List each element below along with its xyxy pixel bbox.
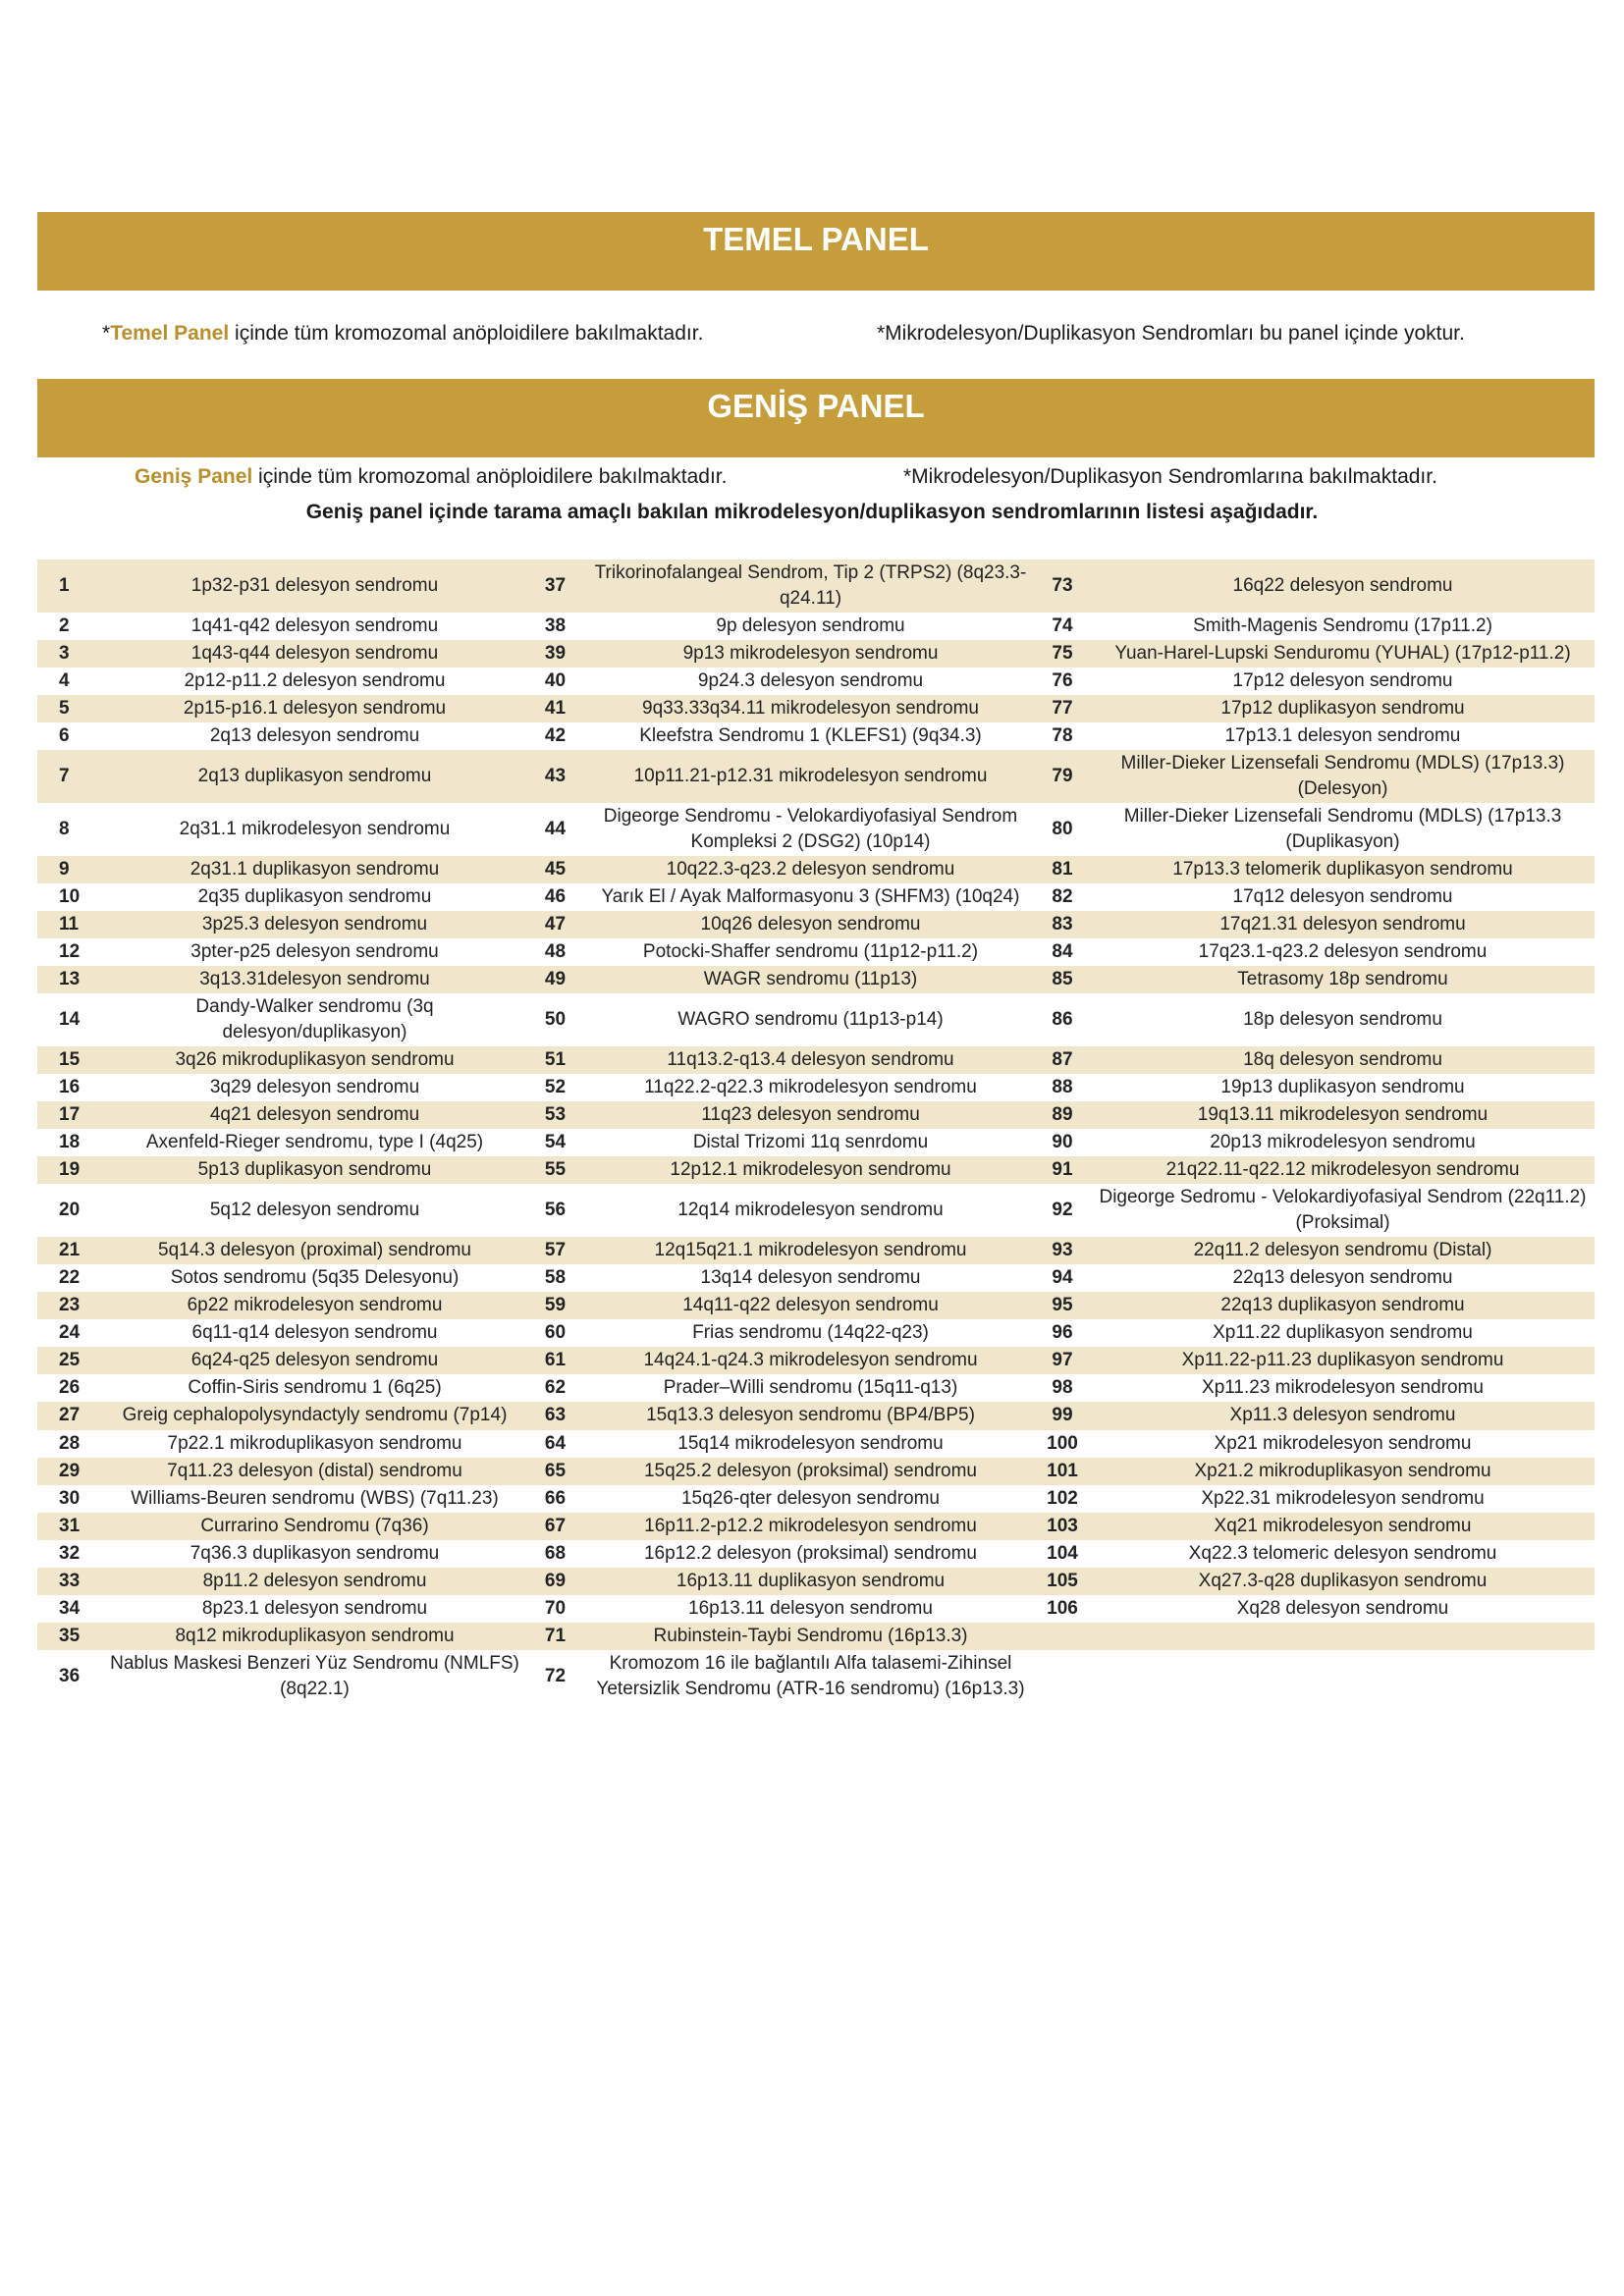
- table-row: [37, 667, 1595, 695]
- syndrome-number: 8: [59, 819, 70, 840]
- syndrome-name: Yuan-Harel-Lupski Senduromu (YUHAL) (17p12-p11.2): [1091, 640, 1595, 667]
- syndrome-name: 19q13.11 mikrodelesyon sendromu: [1091, 1101, 1595, 1129]
- syndrome-name: 15q14 mikrodelesyon sendromu: [677, 1432, 944, 1454]
- syndrome-name: Miller-Dieker Lizensefali Sendromu (MDLS) (17p13.3 (Duplikasyon): [1123, 806, 1562, 853]
- syndrome-number: 23: [37, 1292, 106, 1319]
- table-row: [37, 1347, 1595, 1374]
- syndrome-number: 30: [59, 1487, 81, 1509]
- syndrome-number: 84: [1052, 941, 1073, 963]
- syndrome-number: 9: [37, 856, 106, 883]
- syndrome-name: Potocki-Shaffer sendromu (11p12-p11.2): [642, 941, 979, 963]
- syndrome-name: 22q13 delesyon sendromu: [1232, 1267, 1453, 1289]
- syndrome-name: Axenfeld-Rieger sendromu, type I (4q25): [145, 1132, 484, 1153]
- syndrome-number: 65: [523, 1458, 587, 1485]
- syndrome-number: 70: [544, 1597, 567, 1619]
- syndrome-number: 24: [59, 1322, 81, 1344]
- syndrome-name: Xp22.31 mikrodelesyon sendromu: [1201, 1487, 1485, 1509]
- syndrome-name: 21q22.11-q22.12 mikrodelesyon sendromu: [1091, 1156, 1595, 1184]
- syndrome-number: 56: [544, 1200, 567, 1221]
- syndrome-number: 73: [1034, 560, 1091, 613]
- syndrome-number: 60: [544, 1322, 567, 1344]
- syndrome-name: Digeorge Sendromu - Velokardiyofasiyal Sendrom Kompleksi 2 (DSG2) (10p14): [603, 806, 1018, 853]
- syndrome-name: 22q11.2 delesyon sendromu (Distal): [1091, 1237, 1595, 1264]
- syndrome-name: 17q23.1-q23.2 delesyon sendromu: [1198, 941, 1488, 963]
- syndrome-number: 57: [523, 1237, 587, 1264]
- table-row: [37, 1430, 1595, 1458]
- syndrome-name: Xp11.3 delesyon sendromu: [1091, 1402, 1595, 1429]
- temel-panel-header: [37, 212, 1595, 291]
- temel-panel-title: TEMEL PANEL: [703, 221, 929, 257]
- syndrome-name: Currarino Sendromu (7q36): [106, 1513, 523, 1540]
- table-row: [37, 1458, 1595, 1485]
- syndrome-number: 66: [544, 1487, 567, 1509]
- syndrome-name: 17p12 delesyon sendromu: [1232, 670, 1453, 692]
- syndrome-number: 59: [523, 1292, 587, 1319]
- syndrome-name: Kleefstra Sendromu 1 (KLEFS1) (9q34.3): [639, 725, 982, 747]
- table-row: [37, 993, 1595, 1046]
- syndrome-number: 106: [1047, 1597, 1078, 1619]
- syndrome-number: 61: [523, 1347, 587, 1374]
- syndrome-number: 78: [1052, 725, 1073, 747]
- syndrome-number: 86: [1052, 1009, 1073, 1031]
- syndrome-name: Rubinstein-Taybi Sendromu (16p13.3): [587, 1623, 1034, 1650]
- syndrome-name: 16p13.11 delesyon sendromu: [688, 1597, 933, 1619]
- syndrome-name: [1091, 1650, 1595, 1703]
- table-row: [37, 911, 1595, 938]
- syndrome-number: 34: [59, 1597, 81, 1619]
- table-row: [37, 1568, 1595, 1595]
- table-row: [37, 722, 1595, 750]
- syndrome-number: 99: [1034, 1402, 1091, 1429]
- syndrome-number: 15: [37, 1046, 106, 1074]
- table-row: [37, 1292, 1595, 1319]
- syndrome-name: 8q12 mikroduplikasyon sendromu: [106, 1623, 523, 1650]
- syndrome-name: Williams-Beuren sendromu (WBS) (7q11.23): [131, 1487, 499, 1509]
- syndrome-number: 87: [1034, 1046, 1091, 1074]
- genis-panel-note-right: *Mikrodelesyon/Duplikasyon Sendromlarına bakılmaktadır.: [903, 465, 1437, 488]
- syndrome-name: Dandy-Walker sendromu (3q delesyon/duplikasyon): [195, 996, 434, 1043]
- syndrome-number: 72: [544, 1665, 567, 1686]
- syndrome-number: 81: [1034, 856, 1091, 883]
- syndrome-name: Xq28 delesyon sendromu: [1236, 1597, 1449, 1619]
- syndrome-name: 16p11.2-p12.2 mikrodelesyon sendromu: [587, 1513, 1034, 1540]
- syndrome-number: 39: [523, 640, 587, 667]
- syndrome-name: 15q25.2 delesyon (proksimal) sendromu: [587, 1458, 1034, 1485]
- syndrome-name: Xq22.3 telomeric delesyon sendromu: [1188, 1542, 1497, 1564]
- syndrome-name: 10q26 delesyon sendromu: [587, 911, 1034, 938]
- syndrome-name: 2q31.1 duplikasyon sendromu: [106, 856, 523, 883]
- syndrome-name: 9q33.33q34.11 mikrodelesyon sendromu: [587, 695, 1034, 722]
- syndrome-number: 4: [59, 670, 70, 692]
- syndrome-name: Yarık El / Ayak Malformasyonu 3 (SHFM3) (10q24): [601, 886, 1020, 908]
- syndrome-name: WAGR sendromu (11p13): [587, 966, 1034, 993]
- syndrome-number: 63: [523, 1402, 587, 1429]
- syndrome-table: [37, 560, 1595, 1703]
- syndrome-name: Sotos sendromu (5q35 Delesyonu): [170, 1267, 460, 1289]
- syndrome-number: 17: [37, 1101, 106, 1129]
- syndrome-number: 16: [59, 1077, 81, 1098]
- syndrome-name: 2q13 delesyon sendromu: [209, 725, 420, 747]
- syndrome-number: 75: [1034, 640, 1091, 667]
- syndrome-name: 2q35 duplikasyon sendromu: [197, 886, 432, 908]
- syndrome-number: 12: [59, 941, 81, 963]
- syndrome-number: 82: [1052, 886, 1073, 908]
- syndrome-name: 16q22 delesyon sendromu: [1091, 560, 1595, 613]
- syndrome-number: 69: [523, 1568, 587, 1595]
- table-row: [37, 856, 1595, 883]
- syndrome-name: Xp11.22 duplikasyon sendromu: [1213, 1322, 1473, 1344]
- syndrome-number: 2: [59, 615, 70, 637]
- syndrome-name: 11q22.2-q22.3 mikrodelesyon sendromu: [644, 1077, 977, 1098]
- temel-panel-highlight: Temel Panel: [110, 322, 230, 345]
- syndrome-number: 31: [37, 1513, 106, 1540]
- syndrome-number: 49: [523, 966, 587, 993]
- syndrome-name: 12q15q21.1 mikrodelesyon sendromu: [587, 1237, 1034, 1264]
- syndrome-number: 1: [37, 560, 106, 613]
- syndrome-number: 51: [523, 1046, 587, 1074]
- syndrome-number: 95: [1034, 1292, 1091, 1319]
- table-row: [37, 640, 1595, 667]
- temel-panel-note-left: *Temel Panel içinde tüm kromozomal anöploidilere bakılmaktadır.: [102, 322, 704, 345]
- table-row: [37, 613, 1595, 640]
- syndrome-name: Xp21.2 mikroduplikasyon sendromu: [1091, 1458, 1595, 1485]
- syndrome-name: 8p23.1 delesyon sendromu: [201, 1597, 428, 1619]
- table-row: [37, 1513, 1595, 1540]
- syndrome-name: 22q13 duplikasyon sendromu: [1091, 1292, 1595, 1319]
- syndrome-number: 42: [544, 725, 567, 747]
- syndrome-name: 6q24-q25 delesyon sendromu: [106, 1347, 523, 1374]
- table-row: [37, 1101, 1595, 1129]
- syndrome-number: 48: [544, 941, 567, 963]
- syndrome-name: 2p15-p16.1 delesyon sendromu: [106, 695, 523, 722]
- syndrome-name: 3p25.3 delesyon sendromu: [106, 911, 523, 938]
- syndrome-name: 12p12.1 mikrodelesyon sendromu: [587, 1156, 1034, 1184]
- table-row: [37, 1374, 1595, 1402]
- syndrome-name: Trikorinofalangeal Sendrom, Tip 2 (TRPS2) (8q23.3-q24.11): [587, 560, 1034, 613]
- syndrome-name: 15q26-qter delesyon sendromu: [680, 1487, 940, 1509]
- syndrome-name: WAGRO sendromu (11p13-p14): [677, 1009, 944, 1031]
- syndrome-name: 9p13 mikrodelesyon sendromu: [587, 640, 1034, 667]
- syndrome-name: 16p13.11 duplikasyon sendromu: [587, 1568, 1034, 1595]
- syndrome-name: 7q36.3 duplikasyon sendromu: [189, 1542, 440, 1564]
- table-row: [37, 1129, 1595, 1156]
- table-row: [37, 1264, 1595, 1292]
- syndrome-number: 98: [1052, 1377, 1073, 1399]
- syndrome-number: 90: [1052, 1132, 1073, 1153]
- genis-panel-highlight: Geniş Panel: [135, 465, 253, 488]
- syndrome-number: 67: [523, 1513, 587, 1540]
- syndrome-name: 16p12.2 delesyon (proksimal) sendromu: [643, 1542, 977, 1564]
- syndrome-name: 3pter-p25 delesyon sendromu: [190, 941, 439, 963]
- syndrome-number: 40: [544, 670, 567, 692]
- syndrome-number: 68: [544, 1542, 567, 1564]
- syndrome-number: [1034, 1650, 1091, 1703]
- genis-panel-title: GENİŞ PANEL: [707, 388, 925, 424]
- syndrome-number: 96: [1052, 1322, 1073, 1344]
- syndrome-number: 89: [1034, 1101, 1091, 1129]
- syndrome-number: 103: [1034, 1513, 1091, 1540]
- table-row: [37, 1595, 1595, 1623]
- table-row: [37, 938, 1595, 966]
- syndrome-name: 10q22.3-q23.2 delesyon sendromu: [587, 856, 1034, 883]
- syndrome-number: 83: [1034, 911, 1091, 938]
- syndrome-name: 18q delesyon sendromu: [1091, 1046, 1595, 1074]
- syndrome-number: 80: [1052, 819, 1073, 840]
- syndrome-number: 64: [544, 1432, 567, 1454]
- syndrome-number: [1034, 1623, 1091, 1650]
- syndrome-number: 58: [544, 1267, 567, 1289]
- syndrome-number: 76: [1052, 670, 1073, 692]
- temel-panel-note-right: *Mikrodelesyon/Duplikasyon Sendromları bu panel içinde yoktur.: [877, 322, 1465, 345]
- syndrome-name: 17q21.31 delesyon sendromu: [1091, 911, 1595, 938]
- syndrome-number: 97: [1034, 1347, 1091, 1374]
- table-row: [37, 1623, 1595, 1650]
- syndrome-number: 29: [37, 1458, 106, 1485]
- table-row: [37, 1156, 1595, 1184]
- syndrome-name: 11q23 delesyon sendromu: [587, 1101, 1034, 1129]
- syndrome-number: 22: [59, 1267, 81, 1289]
- syndrome-number: 38: [544, 615, 567, 637]
- syndrome-name: 10p11.21-p12.31 mikrodelesyon sendromu: [587, 750, 1034, 803]
- syndrome-name: 5p13 duplikasyon sendromu: [106, 1156, 523, 1184]
- syndrome-number: 77: [1034, 695, 1091, 722]
- syndrome-number: 85: [1034, 966, 1091, 993]
- syndrome-number: 32: [59, 1542, 81, 1564]
- syndrome-number: 18: [59, 1132, 81, 1153]
- syndrome-name: 3q26 mikroduplikasyon sendromu: [106, 1046, 523, 1074]
- syndrome-name: Tetrasomy 18p sendromu: [1091, 966, 1595, 993]
- syndrome-name: 15q13.3 delesyon sendromu (BP4/BP5): [587, 1402, 1034, 1429]
- syndrome-name: 2p12-p11.2 delesyon sendromu: [184, 670, 446, 692]
- genis-panel-note-left: Geniş Panel içinde tüm kromozomal anöploidilere bakılmaktadır.: [135, 465, 728, 488]
- syndrome-name: 17q12 delesyon sendromu: [1232, 886, 1453, 908]
- syndrome-name: 7p22.1 mikroduplikasyon sendromu: [167, 1432, 462, 1454]
- syndrome-name: Prader–Willi sendromu (15q11-q13): [663, 1377, 958, 1399]
- syndrome-name: 8p11.2 delesyon sendromu: [106, 1568, 523, 1595]
- syndrome-number: 10: [59, 886, 81, 908]
- table-row: [37, 1540, 1595, 1568]
- syndrome-number: 53: [523, 1101, 587, 1129]
- syndrome-number: 50: [544, 1009, 567, 1031]
- table-row: [37, 1237, 1595, 1264]
- syndrome-number: 62: [544, 1377, 567, 1399]
- syndrome-name: Coffin-Siris sendromu 1 (6q25): [188, 1377, 442, 1399]
- syndrome-name: 4q21 delesyon sendromu: [106, 1101, 523, 1129]
- syndrome-name: Kromozom 16 ile bağlantılı Alfa talasemi-Zihinsel Yetersizlik Sendromu (ATR-16 sendromu) (16p13.3): [596, 1652, 1025, 1699]
- syndrome-number: 52: [544, 1077, 567, 1098]
- syndrome-number: 3: [37, 640, 106, 667]
- syndrome-name: 3q29 delesyon sendromu: [209, 1077, 420, 1098]
- syndrome-name: 1p32-p31 delesyon sendromu: [106, 560, 523, 613]
- syndrome-number: 102: [1047, 1487, 1078, 1509]
- syndrome-number: 35: [37, 1623, 106, 1650]
- syndrome-name: 2q13 duplikasyon sendromu: [106, 750, 523, 803]
- syndrome-number: 54: [544, 1132, 567, 1153]
- table-row: [37, 803, 1595, 856]
- table-row: [37, 1046, 1595, 1074]
- syndrome-name: Xp11.23 mikrodelesyon sendromu: [1202, 1377, 1484, 1399]
- syndrome-name: 1q43-q44 delesyon sendromu: [106, 640, 523, 667]
- syndrome-name: 13q14 delesyon sendromu: [700, 1267, 921, 1289]
- syndrome-name: 11q13.2-q13.4 delesyon sendromu: [587, 1046, 1034, 1074]
- syndrome-number: 47: [523, 911, 587, 938]
- syndrome-name: 14q24.1-q24.3 mikrodelesyon sendromu: [587, 1347, 1034, 1374]
- table-row: [37, 966, 1595, 993]
- syndrome-name: 3q13.31delesyon sendromu: [106, 966, 523, 993]
- syndrome-number: 92: [1052, 1200, 1073, 1221]
- syndrome-number: 6: [59, 725, 70, 747]
- syndrome-number: 91: [1034, 1156, 1091, 1184]
- syndrome-name: Xp11.22-p11.23 duplikasyon sendromu: [1091, 1347, 1595, 1374]
- syndrome-name: Nablus Maskesi Benzeri Yüz Sendromu (NMLFS) (8q22.1): [110, 1652, 519, 1699]
- syndrome-name: Miller-Dieker Lizensefali Sendromu (MDLS) (17p13.3) (Delesyon): [1091, 750, 1595, 803]
- syndrome-number: 79: [1034, 750, 1091, 803]
- syndrome-number: 100: [1047, 1432, 1078, 1454]
- syndrome-name: 9p24.3 delesyon sendromu: [697, 670, 924, 692]
- syndrome-number: 44: [544, 819, 567, 840]
- table-row: [37, 560, 1595, 613]
- syndrome-name: Xq21 mikrodelesyon sendromu: [1091, 1513, 1595, 1540]
- table-row: [37, 750, 1595, 803]
- syndrome-number: 104: [1047, 1542, 1078, 1564]
- syndrome-name: Smith-Magenis Sendromu (17p11.2): [1193, 615, 1492, 637]
- syndrome-number: 25: [37, 1347, 106, 1374]
- syndrome-name: 7q11.23 delesyon (distal) sendromu: [106, 1458, 523, 1485]
- syndrome-name: Digeorge Sedromu - Velokardiyofasiyal Sendrom (22q11.2) (Proksimal): [1099, 1187, 1587, 1234]
- syndrome-name: 14q11-q22 delesyon sendromu: [587, 1292, 1034, 1319]
- syndrome-name: 6q11-q14 delesyon sendromu: [191, 1322, 438, 1344]
- table-row: [37, 1184, 1595, 1237]
- syndrome-number: 28: [59, 1432, 81, 1454]
- syndrome-name: 18p delesyon sendromu: [1243, 1009, 1442, 1031]
- table-row: [37, 695, 1595, 722]
- table-row: [37, 1319, 1595, 1347]
- syndrome-name: Distal Trizomi 11q senrdomu: [692, 1132, 929, 1153]
- syndrome-name: 1q41-q42 delesyon sendromu: [190, 615, 439, 637]
- syndrome-number: 37: [523, 560, 587, 613]
- syndrome-name: 6p22 mikrodelesyon sendromu: [106, 1292, 523, 1319]
- syndrome-name: 5q14.3 delesyon (proximal) sendromu: [106, 1237, 523, 1264]
- syndrome-name: 19p13 duplikasyon sendromu: [1220, 1077, 1465, 1098]
- syndrome-number: 93: [1034, 1237, 1091, 1264]
- syndrome-number: 20: [59, 1200, 81, 1221]
- syndrome-number: 21: [37, 1237, 106, 1264]
- syndrome-number: 26: [59, 1377, 81, 1399]
- syndrome-number: 45: [523, 856, 587, 883]
- syndrome-number: 101: [1034, 1458, 1091, 1485]
- syndrome-number: 27: [37, 1402, 106, 1429]
- syndrome-list-title: Geniş panel içinde tarama amaçlı bakılan mikrodelesyon/duplikasyon sendromlarının listesi aşağıdadır.: [305, 501, 1319, 523]
- syndrome-name: 17p13.1 delesyon sendromu: [1224, 725, 1461, 747]
- syndrome-number: 5: [37, 695, 106, 722]
- syndrome-name: Frias sendromu (14q22-q23): [692, 1322, 929, 1344]
- syndrome-number: 88: [1052, 1077, 1073, 1098]
- table-row: [37, 1074, 1595, 1101]
- syndrome-number: 55: [523, 1156, 587, 1184]
- syndrome-number: 13: [37, 966, 106, 993]
- syndrome-number: 14: [59, 1009, 81, 1031]
- syndrome-number: 33: [37, 1568, 106, 1595]
- syndrome-name: 20p13 mikrodelesyon sendromu: [1210, 1132, 1476, 1153]
- table-row: [37, 1650, 1595, 1703]
- syndrome-name: 5q12 delesyon sendromu: [209, 1200, 420, 1221]
- syndrome-name: 9p delesyon sendromu: [716, 615, 905, 637]
- syndrome-name: Xp21 mikrodelesyon sendromu: [1214, 1432, 1472, 1454]
- table-row: [37, 1485, 1595, 1513]
- syndrome-number: 7: [37, 750, 106, 803]
- syndrome-name: 17p13.3 telomerik duplikasyon sendromu: [1091, 856, 1595, 883]
- syndrome-name: Xq27.3-q28 duplikasyon sendromu: [1091, 1568, 1595, 1595]
- syndrome-number: 36: [59, 1665, 81, 1686]
- syndrome-name: 2q31.1 mikrodelesyon sendromu: [179, 819, 451, 840]
- table-row: [37, 883, 1595, 911]
- syndrome-number: 94: [1052, 1267, 1073, 1289]
- syndrome-number: 19: [37, 1156, 106, 1184]
- syndrome-number: 43: [523, 750, 587, 803]
- syndrome-number: 46: [544, 886, 567, 908]
- syndrome-name: 12q14 mikrodelesyon sendromu: [677, 1200, 944, 1221]
- syndrome-name: Greig cephalopolysyndactyly sendromu (7p14): [106, 1402, 523, 1429]
- table-row: [37, 1402, 1595, 1429]
- genis-panel-header: [37, 379, 1595, 457]
- syndrome-name: [1091, 1623, 1595, 1650]
- syndrome-number: 105: [1034, 1568, 1091, 1595]
- syndrome-number: 74: [1052, 615, 1073, 637]
- syndrome-name: 17p12 duplikasyon sendromu: [1091, 695, 1595, 722]
- syndrome-number: 11: [37, 911, 106, 938]
- syndrome-number: 71: [523, 1623, 587, 1650]
- syndrome-number: 41: [523, 695, 587, 722]
